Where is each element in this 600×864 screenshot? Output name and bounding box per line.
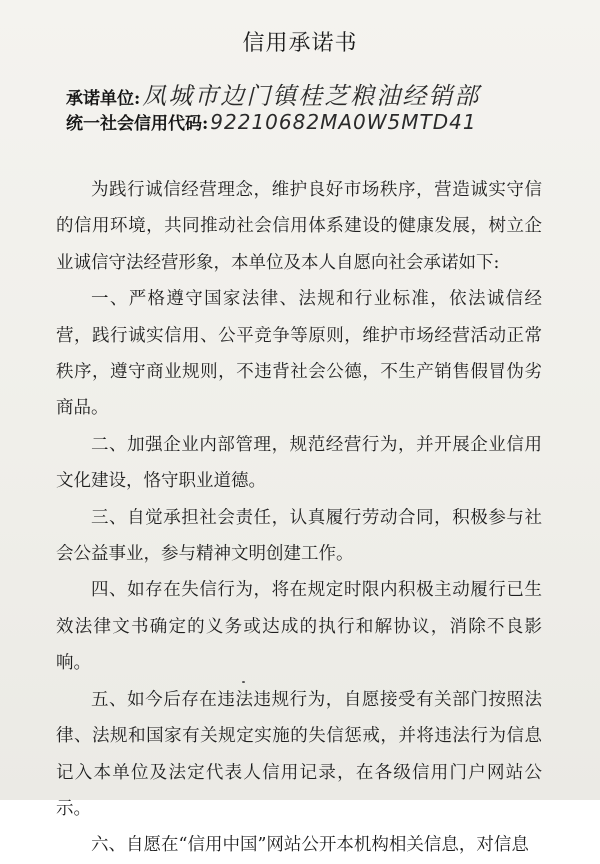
pledge-item-3: 三、自觉承担社会责任，认真履行劳动合同，积极参与社会公益事业，参与精神文明创建工作。 [56,507,542,565]
intro-paragraph: 为践行诚信经营理念，维护良好市场秩序，营造诚实守信的信用环境，共同推动社会信用体系建设的健康发展，树立企业诚信守法经营形象，本单位及本人自愿向社会承诺如下: [56,180,542,273]
pledging-unit-value: 凤城市边门镇桂芝粮油经销部 [142,82,481,110]
pledge-item-4: 四、如存在失信行为，将在规定时限内积极主动履行已生效法律文书确定的义务或达成的执行和解协议，消除不良影响。 [56,580,542,674]
pledging-unit-field [66,76,480,108]
pledge-item-5: 五、如今后存在违法违规行为，自愿接受有关部门按照法律、法规和国家有关规定实施的失信惩戒，并将违法行为信息记入本单位及法定代表人信用记录，在各级信用门户网站公示。 [56,689,542,819]
pledge-item-1: 一、严格遵守国家法律、法规和行业标准，依法诚信经营，践行诚实信用、公平竞争等原则，维护市场经营活动正常秩序，遵守商业规则，不违背社会公德，不生产销售假冒伪劣商品。 [56,289,542,419]
credit-code-label: 统一社会信用代码: [66,114,209,134]
document-title: 信用承诺书 [242,31,358,56]
pledge-item-2: 二、加强企业内部管理，规范经营行为，并开展企业信用文化建设，恪守职业道德。 [56,434,542,492]
pledging-unit-label: 承诺单位: [66,89,141,109]
pledge-item-6: 六、自愿在“信用中国”网站公开本机构相关信息，对信息 [91,835,529,856]
credit-code-field [66,109,477,141]
pen-mark [242,681,245,683]
credit-code-value: 92210682MA0W5MTD41 [210,110,477,134]
document-body [56,172,542,864]
